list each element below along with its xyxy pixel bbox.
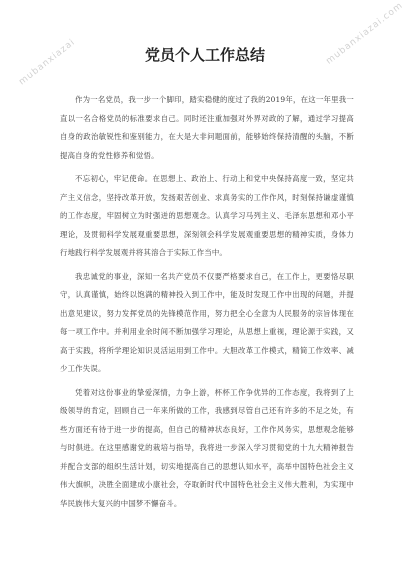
paragraph-1: 作为一名党员，我一步一个脚印，踏实稳健的度过了我的2019年，在这一年里我一直以一名合格党员的标准要求自己。同时还注重加强对外界对政的了解，通过学习提高自身的政治敏锐性和鉴别能力，在大是大非问题面前，能够始终保持清醒的头脑，不断提高自身的党性修养和觉悟。	[60, 95, 354, 160]
paragraph-2: 不忘初心，牢记使命。在思想上、政治上、行动上和党中央保持高度一致，坚定共产主义信念，坚持改革开放，发扬艰苦创业、求真务实的工作作风，时刻保持谦虚谨慎的工作态度，牢固树立为时强迸的思想观念。认真学习马列主义、毛泽东思想和邓小平理论，及贯彻科学发展观重要思想，深刻领会科学发展观重要思想的精神实质，身体力行地践行科学发展观并将其溶合于实际工作当中。	[60, 174, 354, 257]
document-title: 党员个人工作总结	[144, 46, 265, 64]
document-body	[60, 91, 354, 518]
paragraph-4: 凭着对这份事业的挚爱深情，力争上游，杯杯工作争优异的工作态度，我将到了上级领导的肯定，回顾自己一年来所做的工作，我感到尽管自己还有许多的不足之处，有些方面还有待于进一步的提高，但自己的精神状态良好，工作作风务实，思想观念能够与时俱进。在这里感谢党的栽培与指导，我将进一步深入学习贯彻党的十九大精神报告并配合支部的组织生活计划，切实地提高自己的思想认知水平，高举中国特色社会主义伟大旗帜，决胜全面建成小康社会，夺取新时代中国特色社会主义伟大胜利，为实现中华民族伟大复兴的中国梦不懈奋斗。	[60, 387, 354, 508]
watermark-right: mubanxiazai.com	[324, 0, 406, 67]
watermark-left: mubanxiazai	[17, 37, 78, 88]
paragraph-3: 我忠诚党的事业，深知一名共产党员不仅要严格要求自己，在工作上，更要恪尽职守，认真谨慎，始终以饱满的精神投入到工作中，能及时发现工作中出现的问题，并提出意见建议，努力发挥党员的先锋模范作用，努力把全心全意为人民服务的宗旨体现在每一项工作中。并利用业余时间不断加强学习理论，从思想上重视，理论源于实践，又高于实践，将所学理论知识灵活运用到工作中。大胆改革工作模式，精简工作效率、减少工作失误。	[60, 271, 354, 373]
